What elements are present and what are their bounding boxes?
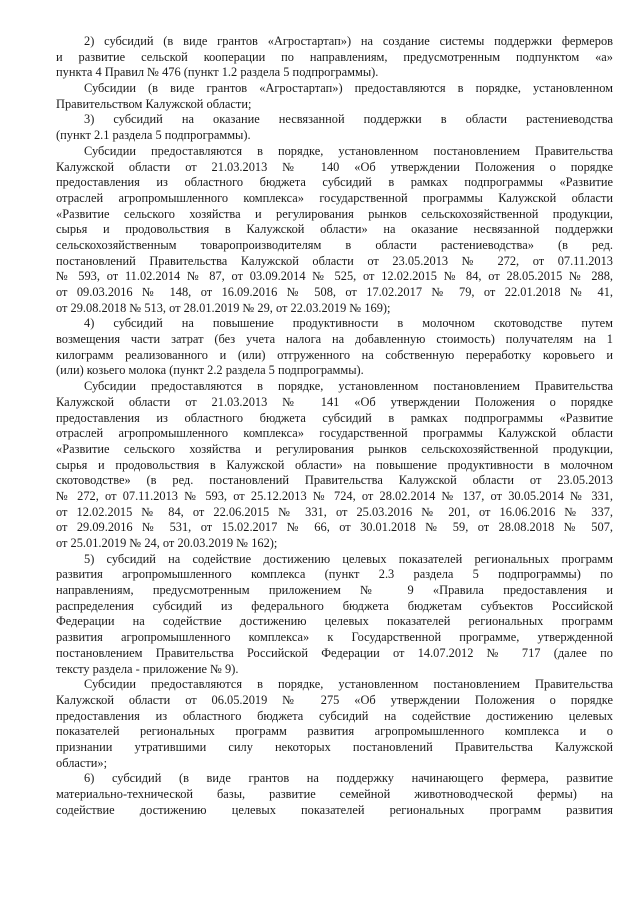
text-line: предоставления из областного бюджета субсидий на содействие достижению целевых: [56, 708, 613, 723]
text-line: от 29.09.2016 № 531, от 15.02.2017 № 66, от 30.01.2018 № 59, от 28.08.2018 № 507,: [56, 520, 613, 535]
text-line: области»;: [56, 755, 108, 770]
text-line: Правительством Калужской области;: [56, 96, 252, 111]
text-line: материально-технической базы, развитие семейной животноводческой фермы) на: [56, 787, 613, 801]
text-line: 3) субсидий на оказание несвязанной поддержки в области растениеводства: [84, 112, 613, 127]
text-line: сырья и продовольствия в Калужской области» на повышение продуктивности в молочном: [56, 457, 613, 472]
text-line: распределения субсидий из федерального бюджета бюджетам субъектов Российской: [56, 598, 613, 613]
text-line: развития агропромышленного комплекса» к Государственной программе, утвержденной: [56, 630, 613, 645]
text-line: Субсидии предоставляются в порядке, установленном постановлением Правительства: [84, 143, 613, 158]
text-line: тексту раздела - приложение № 9).: [56, 661, 239, 676]
text-line: сырья и продовольствия в Калужской области» на оказание несвязанной поддержки: [56, 222, 613, 237]
text-line: скотоводстве» (в ред. постановлений Правительства Калужской области от 23.05.2013: [56, 473, 613, 488]
text-line: отраслей агропромышленного комплекса» государственной программы Калужской области: [56, 190, 613, 205]
text-line: от 25.01.2019 № 24, от 20.03.2019 № 162);: [56, 536, 278, 550]
text-line: от 12.02.2015 № 84, от 22.06.2015 № 331, от 25.03.2016 № 201, от 16.06.2016 № 337,: [56, 504, 613, 519]
text-line: 2) субсидий (в виде грантов «Агростартап») на создание системы поддержки фермеров: [84, 34, 613, 48]
text-line: (пункт 2.1 раздела 5 подпрограммы).: [56, 128, 251, 143]
text-line: и развитие сельской кооперации по направлениям, предусмотренным подпунктом «а»: [56, 49, 613, 64]
text-line: возмещения части затрат (без учета налога на добавленную стоимость) получателям на 1: [56, 332, 613, 347]
text-line: 5) субсидий на содействие достижению целевых показателей региональных программ: [84, 551, 613, 566]
text-line: от 09.03.2016 № 148, от 16.09.2016 № 508, от 17.02.2017 № 79, от 22.01.2018 № 41,: [56, 285, 613, 299]
text-line: развития агропромышленного комплекса (пункт 2.3 раздела 5 подпрограммы) по: [56, 567, 613, 582]
text-line: Субсидии предоставляются в порядке, установленном постановлением Правительства: [84, 379, 613, 394]
text-line: Калужской области от 21.03.2013 № 141 «Об утверждении Положения о порядке: [56, 394, 613, 409]
text-line: направлениям, предусмотренным приложением № 9 «Правила предоставления и: [56, 583, 613, 598]
text-line: Субсидии предоставляются в порядке, установленном постановлением Правительства: [84, 677, 613, 692]
text-line: «Развитие сельского хозяйства и регулирования рынков сельскохозяйственной продукции,: [56, 441, 613, 456]
text-line: показателей региональных программ развития агропромышленного комплекса и о: [56, 724, 613, 739]
text-line: предоставления из областного бюджета субсидий в рамках подпрограммы «Развитие: [56, 175, 613, 190]
text-line: Калужской области от 06.05.2019 № 275 «Об утверждении Положения о порядке: [56, 692, 613, 707]
text-line: 6) субсидий (в виде грантов на поддержку начинающего фермера, развитие: [84, 771, 613, 786]
text-line: «Развитие сельского хозяйства и регулирования рынков сельскохозяйственной продукции,: [56, 206, 613, 221]
text-line: отраслей агропромышленного комплекса» государственной программы Калужской области: [56, 426, 613, 441]
text-line: Федерации на содействие достижению целевых показателей региональных программ: [56, 614, 613, 629]
text-line: Калужской области от 21.03.2013 № 140 «Об утверждении Положения о порядке: [56, 159, 613, 174]
text-line: Субсидии (в виде грантов «Агростартап») предоставляются в порядке, установленном: [84, 81, 613, 96]
text-line: № 593, от 11.02.2014 № 87, от 03.09.2014 № 525, от 12.02.2015 № 84, от 28.05.2015 № 288,: [56, 269, 613, 284]
text-line: (или) козьего молока (пункт 2.2 раздела 5 подпрограммы).: [56, 363, 364, 378]
text-line: постановлений Правительства Калужской области от 23.05.2013 № 272, от 07.11.2013: [56, 253, 613, 268]
text-line: килограмм реализованного и (или) отгруженного на собственную переработку коровьего и: [56, 347, 613, 362]
text-line: предоставления из областного бюджета субсидий в рамках подпрограммы «Развитие: [56, 410, 613, 425]
document-body: [56, 34, 613, 818]
text-line: от 29.08.2018 № 513, от 28.01.2019 № 29, от 22.03.2019 № 169);: [56, 300, 391, 315]
text-line: № 272, от 07.11.2013 № 593, от 25.12.2013 № 724, от 28.02.2014 № 137, от 30.05.2014 № 331,: [56, 488, 613, 503]
text-line: пункта 4 Правил № 476 (пункт 1.2 раздела 5 подпрограммы).: [56, 65, 379, 80]
text-line: содействие достижению целевых показателей региональных программ развития: [56, 802, 613, 817]
text-line: 4) субсидий на повышение продуктивности в молочном скотоводстве путем: [84, 316, 613, 331]
text-line: признании утратившими силу некоторых постановлений Правительства Калужской: [56, 739, 613, 754]
text-line: сельскохозяйственным товаропроизводителям в области растениеводства» (в ред.: [56, 237, 613, 252]
text-line: постановлением Правительства Российской Федерации от 14.07.2012 № 717 (далее по: [56, 645, 613, 660]
